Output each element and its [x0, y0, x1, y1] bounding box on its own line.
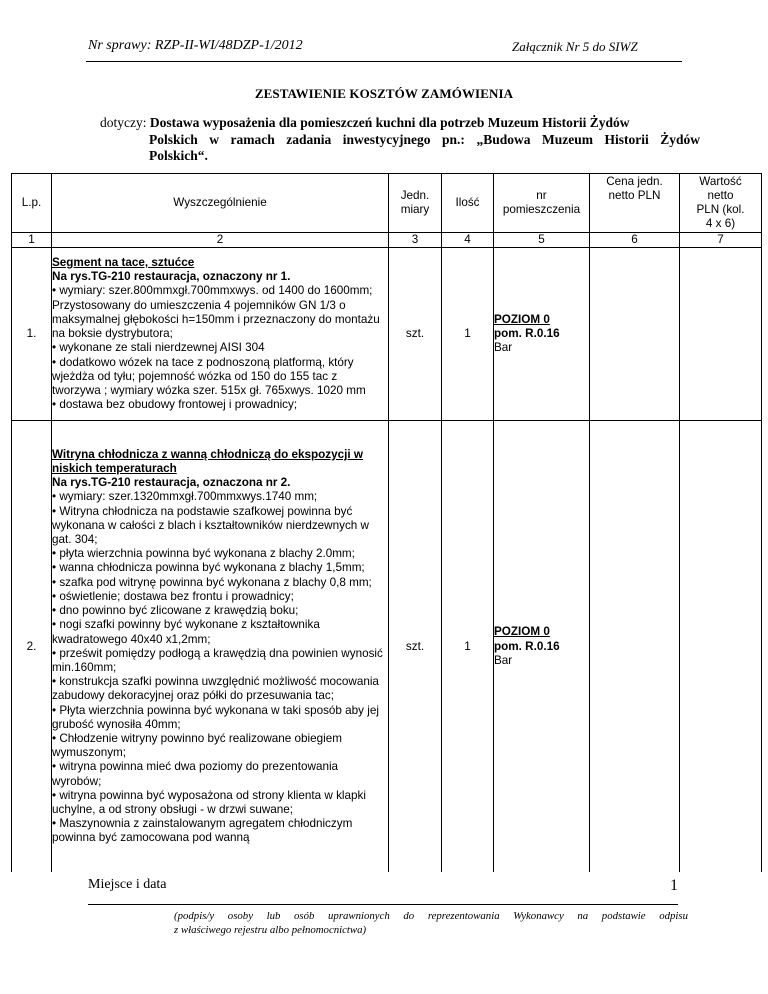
column-number: 6	[590, 233, 680, 248]
header-net-value	[680, 174, 762, 233]
header-unit-price	[590, 174, 680, 233]
case-number: Nr sprawy: RZP-II-WI/48DZP-1/2012	[88, 38, 303, 53]
header-price-line-1: Cena jedn.	[606, 175, 663, 188]
item-title: Segment na tace, sztućce	[52, 256, 195, 270]
item-subtitle: Na rys.TG-210 restauracja, oznaczony nr 1.	[52, 270, 291, 284]
spec-line: • witryna powinna mieć dwa poziomy do prezentowania wyrobów;	[52, 760, 339, 788]
subject-line-1: Dostawa wyposażenia dla pomieszczeń kuchni dla potrzeb Muzeum Historii Żydów	[149, 115, 630, 130]
place-and-date-label: Miejsce i data	[88, 877, 167, 892]
spec-line: • dodatkowo wózek na tace z podnoszoną platformą, który wjeżdża od tyłu; pojemność wózka od 150 do 155 tac z tworzywa ; wymiary wózka szer. 515x gł. 765xwys. 1020 mm	[52, 355, 366, 397]
spec-line: • Maszynownia z zainstalowanym agregatem chłodniczym powinna być zamocowana pod wanną	[52, 817, 353, 845]
header-unit-line-1: Jedn.	[400, 188, 430, 202]
spec-line: • płyta wierzchnia powinna być wykonana z blachy 2.0mm;	[52, 547, 355, 561]
spec-line: • szafka pod witrynę powinna być wykonana z blachy 0,8 mm;	[52, 575, 372, 589]
row-lp: 2.	[12, 421, 52, 873]
spec-line: • wymiary: szer.800mmxgł.700mmxwys. od 1400 do 1600mm;	[52, 284, 373, 298]
header-room	[494, 174, 590, 233]
column-number: 3	[389, 233, 442, 248]
table-row	[12, 248, 762, 421]
subject-block	[100, 115, 700, 165]
signature-line	[88, 904, 678, 905]
header-unit	[389, 174, 442, 233]
attachment-label: Załącznik Nr 5 do SIWZ	[512, 39, 638, 54]
room-name: Bar	[494, 341, 513, 355]
spec-line: • nogi szafki powinny być wykonane z kształtownika kwadratowego 40x40 x1,2mm;	[52, 618, 320, 646]
column-number: 2	[52, 233, 389, 248]
spec-line: • prześwit pomiędzy podłogą a krawędzią dna powinien wynosić min.160mm;	[52, 646, 383, 674]
page-number: 1	[670, 877, 678, 894]
header-value-line-3: PLN (kol.	[696, 203, 745, 216]
spec-line: • Chłodzenie witryny powinno być realizowane obiegiem wymuszonym;	[52, 731, 342, 760]
column-number: 5	[494, 233, 590, 248]
item-subtitle: Na rys.TG-210 restauracja, oznaczona nr 2.	[52, 476, 291, 490]
row-room	[494, 248, 590, 421]
header-room-line-2: pomieszczenia	[502, 203, 581, 216]
header-price-line-2: netto PLN	[608, 189, 661, 203]
header-unit-line-2: miary	[400, 203, 430, 216]
header-description: Wyszczególnienie	[52, 174, 389, 233]
row-unit-price	[590, 421, 680, 873]
row-quantity: 1	[442, 248, 494, 421]
row-unit: szt.	[389, 248, 442, 421]
column-number: 1	[12, 233, 52, 248]
signature-note	[174, 910, 688, 937]
spec-line: • oświetlenie; dostawa bez frontu i prowadnicy;	[52, 589, 294, 603]
row-net-value	[680, 248, 762, 421]
signature-note-line-2: z właściwego rejestru albo pełnomocnictwa)	[174, 923, 367, 936]
header-value-line-1: Wartość	[699, 174, 742, 188]
header-lp: L.p.	[12, 174, 52, 233]
room-number: pom. R.0.16	[494, 639, 560, 653]
spec-line: • witryna powinna być wyposażona od strony klienta w klapki uchylne, a od strony obsługi - w drzwi suwane;	[52, 788, 366, 816]
spec-line: • dostawa bez obudowy frontowej i prowadnicy;	[52, 398, 298, 412]
spec-line: • Witryna chłodnicza na podstawie szafkowej powinna być wykonana w całości z blach i kształtowników nierdzewnych w gat. 304;	[52, 504, 369, 547]
cost-table	[11, 173, 762, 872]
signature-note-line-1: (podpis/y osoby lub osób uprawnionych do reprezentowania Wykonawcy na podstawie odpisu	[174, 910, 688, 922]
subject-line-2: Polskich w ramach zadania inwestycyjnego pn.: „Budowa Muzeum Historii Żydów	[149, 131, 700, 147]
row-description	[52, 421, 389, 873]
row-lp: 1.	[12, 248, 52, 421]
item-title: Witryna chłodnicza z wanną chłodniczą do ekspozycji w niskich temperaturach	[52, 447, 363, 476]
room-name: Bar	[494, 653, 513, 667]
header-value-line-2: netto	[707, 188, 734, 202]
header-divider	[86, 61, 682, 62]
table-row	[12, 421, 762, 873]
spec-line: Przystosowany do umieszczenia 4 pojemników GN 1/3 o maksymalnej głębokości h=150mm i przeznaczony do montażu na boksie dystrybutora;	[52, 298, 380, 341]
spec-line: • dno powinno być zlicowane z krawędzią boku;	[52, 604, 299, 618]
spec-line: • wykonane ze stali nierdzewnej AISI 304	[52, 341, 265, 355]
header-room-line-1: nr	[536, 188, 547, 202]
room-level: POZIOM 0	[494, 625, 550, 639]
spec-line: • konstrukcja szafki powinna uwzględnić możliwość mocowania zabudowy dekoracyjnej oraz półki do przesuwania tac;	[52, 675, 379, 703]
column-number: 4	[442, 233, 494, 248]
spec-line: • wanna chłodnicza powinna być wykonana z blachy 1,5mm;	[52, 561, 365, 575]
document-title: ZESTAWIENIE KOSZTÓW ZAMÓWIENIA	[254, 86, 514, 101]
spec-line: • Płyta wierzchnia powinna być wykonana w taki sposób aby jej grubość wynosiła 40mm;	[52, 703, 379, 731]
room-level: POZIOM 0	[494, 312, 550, 326]
row-unit-price	[590, 248, 680, 421]
room-number: pom. R.0.16	[494, 327, 560, 341]
row-room	[494, 421, 590, 873]
row-description	[52, 248, 389, 421]
row-quantity: 1	[442, 421, 494, 873]
spec-line: • wymiary: szer.1320mmxgł.700mmxwys.1740 mm;	[52, 490, 318, 504]
subject-label: dotyczy:	[100, 115, 147, 130]
header-row	[12, 174, 762, 233]
column-number-row	[12, 233, 762, 248]
header-quantity: Ilość	[442, 174, 494, 233]
column-number: 7	[680, 233, 762, 248]
subject-line-3: Polskich“.	[149, 148, 208, 163]
row-unit: szt.	[389, 421, 442, 873]
header-value-line-4: 4 x 6)	[705, 217, 736, 231]
row-net-value	[680, 421, 762, 873]
